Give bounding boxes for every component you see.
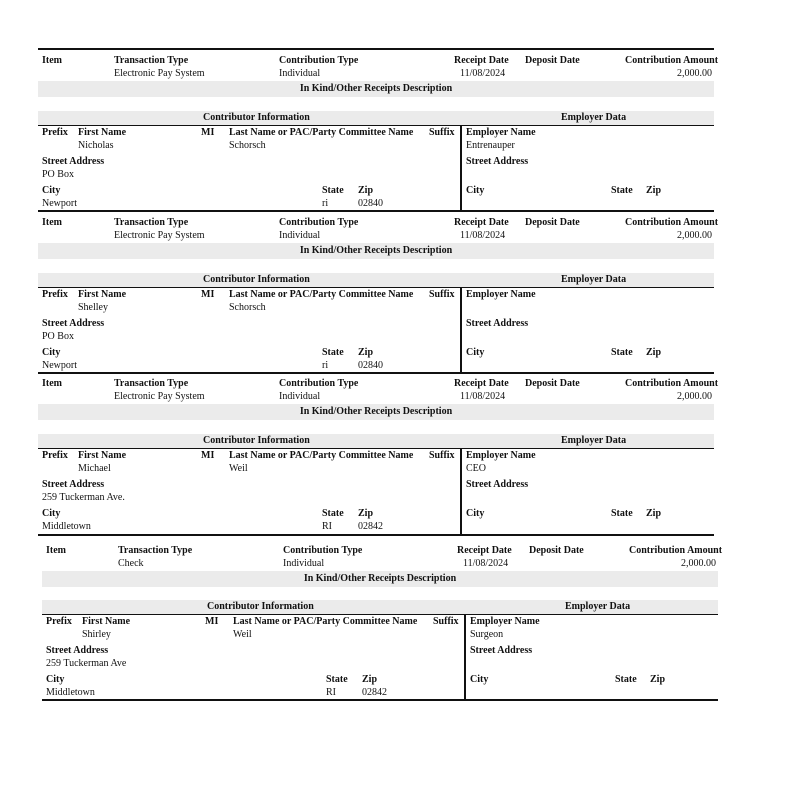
zip-label: Zip [358,185,374,196]
first-name-label: First Name [82,616,131,627]
employer-city-label: City [470,674,489,685]
receipt-date-value: 11/08/2024 [463,558,509,569]
city-label: City [42,347,61,358]
contributor-info-heading: Contributor Information [207,601,314,612]
state-label: State [322,185,344,196]
amount-value: 2,000.00 [681,558,716,569]
deposit-date-label: Deposit Date [525,378,580,389]
zip-value: 02842 [358,521,383,532]
divider [42,699,718,701]
suffix-label: Suffix [429,127,455,138]
mi-label: MI [201,127,215,138]
employer-name-label: Employer Name [466,289,536,300]
employer-city-label: City [466,347,485,358]
item-label: Item [46,545,66,556]
employer-street-address-label: Street Address [470,645,533,656]
item-label: Item [42,378,62,389]
amount-value: 2,000.00 [677,230,712,241]
street-address-label: Street Address [46,645,109,656]
employer-state-label: State [615,674,637,685]
employer-zip-label: Zip [646,347,662,358]
state-value: RI [322,521,332,532]
receipt-date-label: Receipt Date [454,378,509,389]
employer-data-heading: Employer Data [561,435,627,446]
inkind-description-label: In Kind/Other Receipts Description [299,83,453,94]
employer-data-heading: Employer Data [565,601,631,612]
zip-value: 02840 [358,198,383,209]
contribution-amount-label: Contribution Amount [625,55,719,66]
contribution-amount-label: Contribution Amount [625,378,719,389]
street-address-value: PO Box [42,169,74,180]
employer-city-label: City [466,185,485,196]
inkind-description-label: In Kind/Other Receipts Description [303,573,457,584]
suffix-label: Suffix [429,289,455,300]
inkind-description-label: In Kind/Other Receipts Description [299,245,453,256]
mi-label: MI [201,289,215,300]
first-name-label: First Name [78,127,127,138]
transaction-type-value: Check [118,558,144,569]
city-value: Newport [42,198,77,209]
mi-label: MI [205,616,219,627]
contributor-info-heading: Contributor Information [203,435,310,446]
transaction-type-label: Transaction Type [118,545,193,556]
state-label: State [322,508,344,519]
street-address-label: Street Address [42,156,105,167]
city-label: City [46,674,65,685]
divider [42,614,718,615]
prefix-label: Prefix [42,127,68,138]
city-value: Middletown [42,521,91,532]
contribution-type-label: Contribution Type [283,545,363,556]
street-address-value: 259 Tuckerman Ave [46,658,127,669]
contribution-type-label: Contribution Type [279,55,359,66]
contribution-type-value: Individual [283,558,325,569]
zip-label: Zip [362,674,378,685]
city-label: City [42,185,61,196]
first-name-value: Michael [78,463,111,474]
employer-name-label: Employer Name [466,450,536,461]
contribution-type-value: Individual [279,68,321,79]
employer-state-label: State [611,508,633,519]
contributor-info-heading: Contributor Information [203,112,310,123]
last-name-value: Schorsch [229,140,266,151]
first-name-label: First Name [78,450,127,461]
state-value: ri [322,198,329,209]
prefix-label: Prefix [42,289,68,300]
contribution-type-label: Contribution Type [279,378,359,389]
employer-name-label: Employer Name [466,127,536,138]
contribution-type-label: Contribution Type [279,217,359,228]
first-name-value: Nicholas [78,140,114,151]
transaction-type-value: Electronic Pay System [114,230,205,241]
first-name-label: First Name [78,289,127,300]
suffix-label: Suffix [433,616,459,627]
prefix-label: Prefix [46,616,72,627]
contributor-info-heading: Contributor Information [203,274,310,285]
inkind-description-label: In Kind/Other Receipts Description [299,406,453,417]
employer-street-address-label: Street Address [466,318,529,329]
street-address-label: Street Address [42,479,105,490]
last-name-value: Weil [233,629,252,640]
transaction-type-label: Transaction Type [114,378,189,389]
receipt-date-label: Receipt Date [457,545,512,556]
employer-name-label: Employer Name [470,616,540,627]
receipt-date-label: Receipt Date [454,217,509,228]
receipt-date-value: 11/08/2024 [460,230,506,241]
amount-value: 2,000.00 [677,68,712,79]
item-label: Item [42,55,62,66]
deposit-date-label: Deposit Date [525,55,580,66]
transaction-type-label: Transaction Type [114,55,189,66]
last-name-value: Schorsch [229,302,266,313]
zip-value: 02840 [358,360,383,371]
last-name-value: Weil [229,463,248,474]
employer-data-heading: Employer Data [561,112,627,123]
employer-zip-label: Zip [646,508,662,519]
city-value: Middletown [46,687,95,698]
employer-city-label: City [466,508,485,519]
contribution-amount-label: Contribution Amount [625,217,719,228]
item-label: Item [42,217,62,228]
street-address-value: PO Box [42,331,74,342]
employer-name-value: CEO [466,463,486,474]
deposit-date-label: Deposit Date [529,545,584,556]
contribution-amount-label: Contribution Amount [629,545,723,556]
state-value: RI [326,687,336,698]
employer-name-value: Surgeon [470,629,504,640]
transaction-type-value: Electronic Pay System [114,391,205,402]
column-divider [464,614,466,700]
employer-street-address-label: Street Address [466,479,529,490]
employer-street-address-label: Street Address [466,156,529,167]
contribution-type-value: Individual [279,391,321,402]
state-label: State [322,347,344,358]
zip-label: Zip [358,508,374,519]
deposit-date-label: Deposit Date [525,217,580,228]
employer-zip-label: Zip [646,185,662,196]
contribution-type-value: Individual [279,230,321,241]
state-label: State [326,674,348,685]
zip-label: Zip [358,347,374,358]
city-value: Newport [42,360,77,371]
transaction-type-value: Electronic Pay System [114,68,205,79]
receipt-date-value: 11/08/2024 [460,68,506,79]
employer-state-label: State [611,185,633,196]
zip-value: 02842 [362,687,387,698]
employer-zip-label: Zip [650,674,666,685]
prefix-label: Prefix [42,450,68,461]
street-address-label: Street Address [42,318,105,329]
first-name-value: Shelley [78,302,108,313]
last-name-label: Last Name or PAC/Party Committee Name [229,289,414,300]
first-name-value: Shirley [82,629,111,640]
employer-name-value: Entrenauper [466,140,515,151]
suffix-label: Suffix [429,450,455,461]
state-value: ri [322,360,329,371]
last-name-label: Last Name or PAC/Party Committee Name [229,127,414,138]
receipt-date-value: 11/08/2024 [460,391,506,402]
last-name-label: Last Name or PAC/Party Committee Name [233,616,418,627]
amount-value: 2,000.00 [677,391,712,402]
receipt-date-label: Receipt Date [454,55,509,66]
street-address-value: 259 Tuckerman Ave. [42,492,125,503]
city-label: City [42,508,61,519]
employer-data-heading: Employer Data [561,274,627,285]
mi-label: MI [201,450,215,461]
transaction-type-label: Transaction Type [114,217,189,228]
last-name-label: Last Name or PAC/Party Committee Name [229,450,414,461]
employer-state-label: State [611,347,633,358]
